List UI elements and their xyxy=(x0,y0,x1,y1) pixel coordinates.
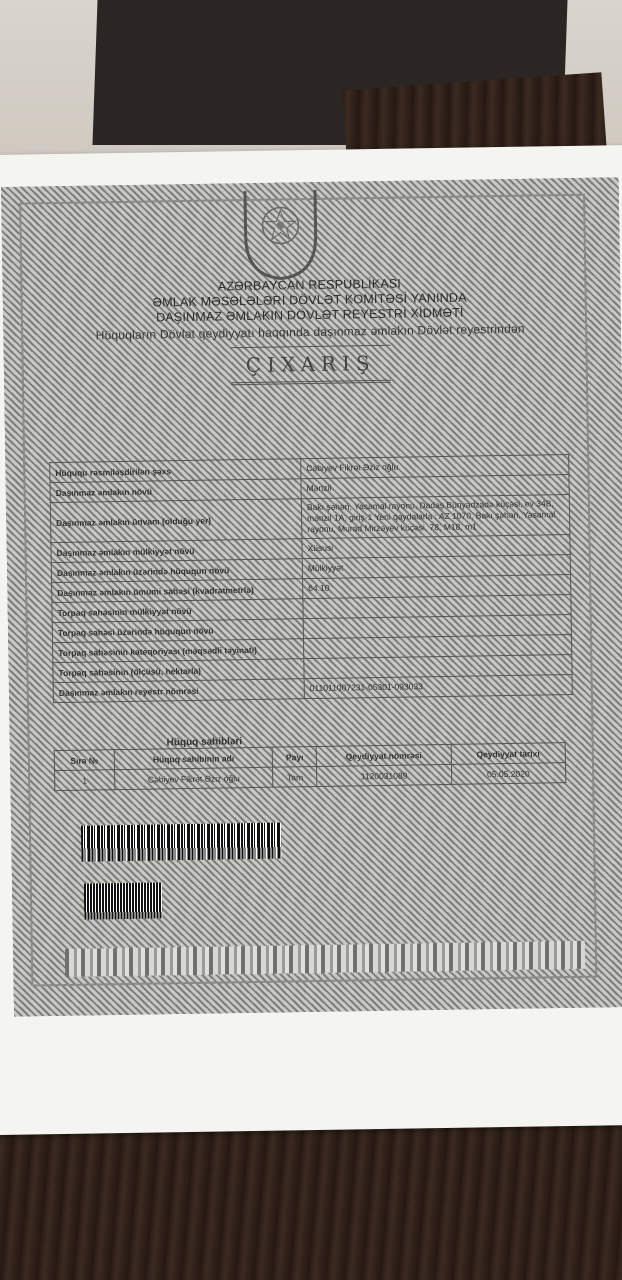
document-page xyxy=(0,145,622,1135)
row-label: Hüququ rəsmiləşdirilən şəxs xyxy=(50,459,301,483)
document-title: ÇIXARIŞ xyxy=(230,345,391,386)
right-holders-table xyxy=(54,742,567,791)
column-header: Qeydiyyat tarixi xyxy=(451,743,566,765)
column-header: Sıra № xyxy=(54,750,114,771)
column-header: Payı xyxy=(273,746,317,767)
row-value: 64.10 xyxy=(303,574,571,598)
row-value: Mülkiyyət xyxy=(302,554,570,578)
header-service: DAŞINMAZ ƏMLAKIN DÖVLƏT REYESTRİ XİDMƏTİ xyxy=(156,305,464,325)
state-emblem-icon xyxy=(235,190,326,281)
column-header: Qeydiyyat nömrəsi xyxy=(317,744,451,766)
row-label: Torpaq sahəsinin kateqoriyası (məqsədli təyinatı) xyxy=(53,639,304,663)
table-cell: 1120031089 xyxy=(317,764,451,786)
table-cell: 1 xyxy=(55,770,115,791)
row-label: Torpaq sahəsinin (ölçüsü, hektarla) xyxy=(53,659,304,683)
row-value: Bakı şəhəri, Yasamal rayonu, Dadaş Bünyadzadə küçəsi, ev 34B, mənzil 1A, giriş-1 Yeni qaydalarla : AZ 1070, Bakı şəhəri, Yasamal rayonu, Murad Mirzəyev küçəsi, 78, M18, m1 xyxy=(301,494,570,538)
row-label: Daşınmaz əmlakın mülkiyyət növü xyxy=(51,539,302,563)
header-subtitle: Hüquqların Dövlət qeydiyyatı haqqında daşınmaz əmlakın Dövlət reyestrindən xyxy=(95,321,525,343)
property-table xyxy=(49,454,573,703)
row-label: Daşınmaz əmlakın növü xyxy=(50,479,301,503)
header-republic: AZƏRBAYCAN RESPUBLİKASI xyxy=(217,276,402,294)
row-label: Daşınmaz əmlakın ünvanı (olduğu yer) xyxy=(50,499,302,543)
row-value: Cəbiyev Fikrət Əziz oğlu xyxy=(301,454,569,478)
row-label: Daşınmaz əmlakın üzərində hüququn növü xyxy=(51,559,302,583)
row-label: Daşınmaz əmlakın ümumi sahəsi (kvadratmetrlə) xyxy=(52,579,303,603)
table-cell: Tam xyxy=(273,766,317,787)
barcode-icon xyxy=(81,823,282,862)
barcode-small-icon xyxy=(84,882,163,919)
header-committee: ƏMLAK MƏSƏLƏLƏRİ DÖVLƏT KOMİTƏSİ YANINDA xyxy=(152,290,467,310)
table-cell: 05.05.2020 xyxy=(451,763,566,785)
row-value: Xüsusi xyxy=(302,534,570,558)
table-cell: Cəbiyev Fikrət Əziz oğlu xyxy=(114,767,273,789)
column-header: Hüquq sahibinin adı xyxy=(114,747,273,769)
row-label: Torpaq sahəsinin mülkiyyət növü xyxy=(52,599,303,623)
row-label: Torpaq sahəsi üzərində hüququn növü xyxy=(52,619,303,643)
row-label: Daşınmaz əmlakın reyestr nömrəsi xyxy=(53,679,304,703)
row-value: 011011007231-05301-093033 xyxy=(304,674,572,698)
row-value: Mənzil xyxy=(301,474,569,498)
right-holders-title: Hüquq sahibləri xyxy=(166,736,243,749)
